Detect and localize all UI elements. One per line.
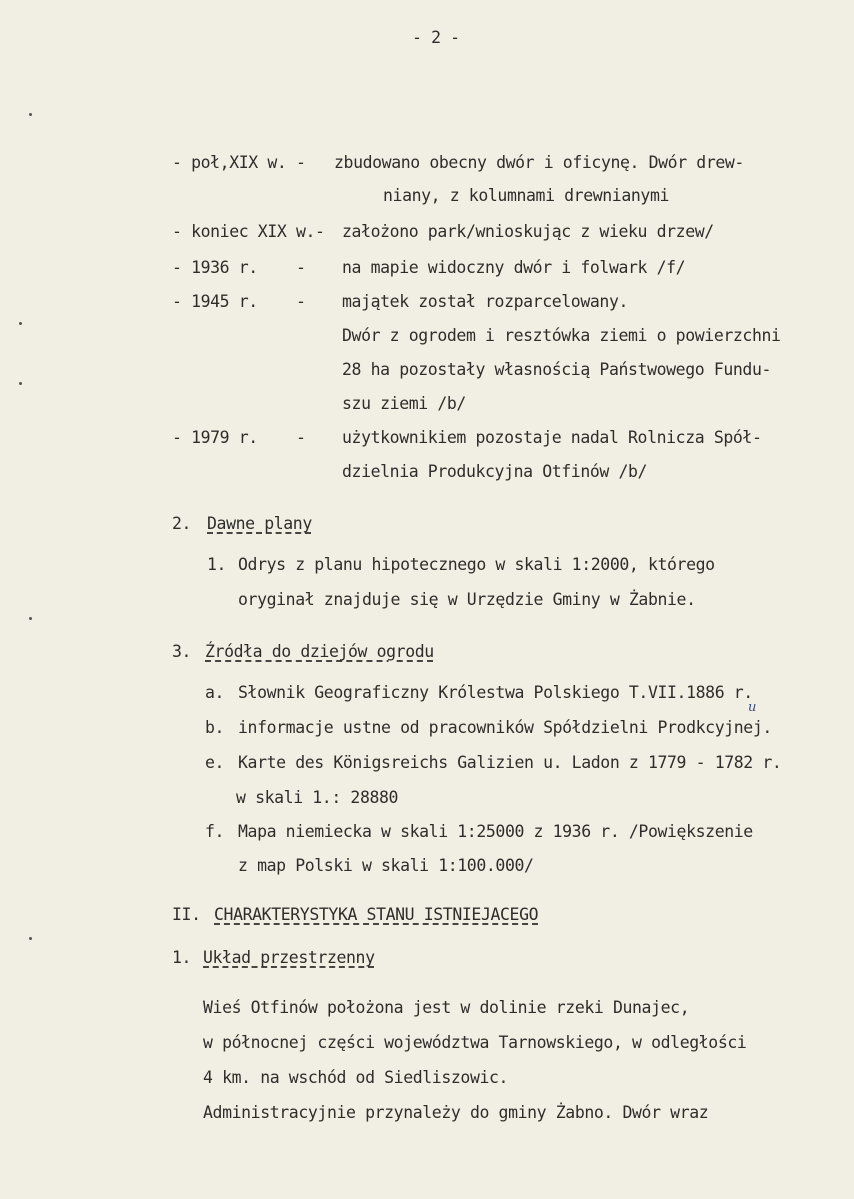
chronology-dash: - [296,258,306,277]
paragraph-line: Administracyjnie przynależy do gminy Żabno. Dwór wraz [203,1103,709,1122]
margin-mark [19,382,22,385]
list-item-text: Mapa niemiecka w skali 1:25000 z 1936 r. /Powiększenie [238,822,753,841]
subsection-title: Układ przestrzenny [203,948,375,967]
chronology-text: zbudowano obecny dwór i oficynę. Dwór drew- [334,153,744,172]
margin-mark [29,113,32,116]
list-item-text: Słownik Geograficzny Królestwa Polskiego T.VII.1886 r. [238,683,753,702]
list-item-text-continued: oryginał znajduje się w Urzędzie Gminy w Żabnie. [238,590,696,609]
chronology-text: założono park/wnioskując z wieku drzew/ [342,222,714,241]
section-title: Źródła do dziejów ogrodu [205,642,434,661]
chapter-number: II. [172,905,201,924]
chronology-date: - 1979 r. [172,428,258,447]
list-item-text: informacje ustne od pracowników Spółdzielni Prodkcyjnej. [238,718,772,737]
chronology-text: na mapie widoczny dwór i folwark /f/ [342,258,686,277]
margin-mark [29,937,32,940]
section-number: 3. [172,642,192,661]
chronology-text-continued: szu ziemi /b/ [342,394,466,413]
chronology-text-continued: niany, z kolumnami drewnianymi [383,186,670,205]
list-item-label: e. [205,753,225,772]
chapter-title: CHARAKTERYSTYKA STANU ISTNIEJACEGO [214,905,539,924]
page-number: - 2 - [412,28,460,47]
list-item-label: f. [205,822,225,841]
paragraph-line: 4 km. na wschód od Siedliszowic. [203,1068,509,1087]
paragraph-line: w północnej części województwa Tarnowskiego, w odległości [203,1033,747,1052]
list-item-text-continued: z map Polski w skali 1:100.000/ [238,856,534,875]
subsection-number: 1. [172,948,192,967]
chronology-text-continued: Dwór z ogrodem i resztówka ziemi o powierzchni [342,326,781,345]
chronology-date: - 1936 r. [172,258,258,277]
section-title: Dawne plany [207,514,312,533]
chronology-text-continued: dzielnia Produkcyjna Otfinów /b/ [342,462,648,481]
margin-mark [19,322,22,325]
margin-mark [29,617,32,620]
chronology-dash: - [296,428,306,447]
list-item-label: a. [205,683,225,702]
section-number: 2. [172,514,192,533]
chronology-text: majątek został rozparcelowany. [342,292,629,311]
chronology-text-continued: 28 ha pozostały własnością Państwowego Fundu- [342,360,772,379]
list-item-label: b. [205,718,225,737]
list-item-text: Odrys z planu hipotecznego w skali 1:2000, którego [238,555,715,574]
chronology-date: - 1945 r. [172,292,258,311]
list-item-label: 1. [207,555,227,574]
handwritten-insertion: u [748,700,757,715]
chronology-date: - koniec XIX w.- [172,222,325,241]
paragraph-line: Wieś Otfinów położona jest w dolinie rzeki Dunajec, [203,998,690,1017]
list-item-text: Karte des Königsreichs Galizien u. Ladon z 1779 - 1782 r. [238,753,782,772]
chronology-date: - poł,XIX w. - [172,153,306,172]
list-item-text-continued: w skali 1.: 28880 [236,788,399,807]
chronology-dash: - [296,292,306,311]
chronology-text: użytkownikiem pozostaje nadal Rolnicza Spół- [342,428,762,447]
